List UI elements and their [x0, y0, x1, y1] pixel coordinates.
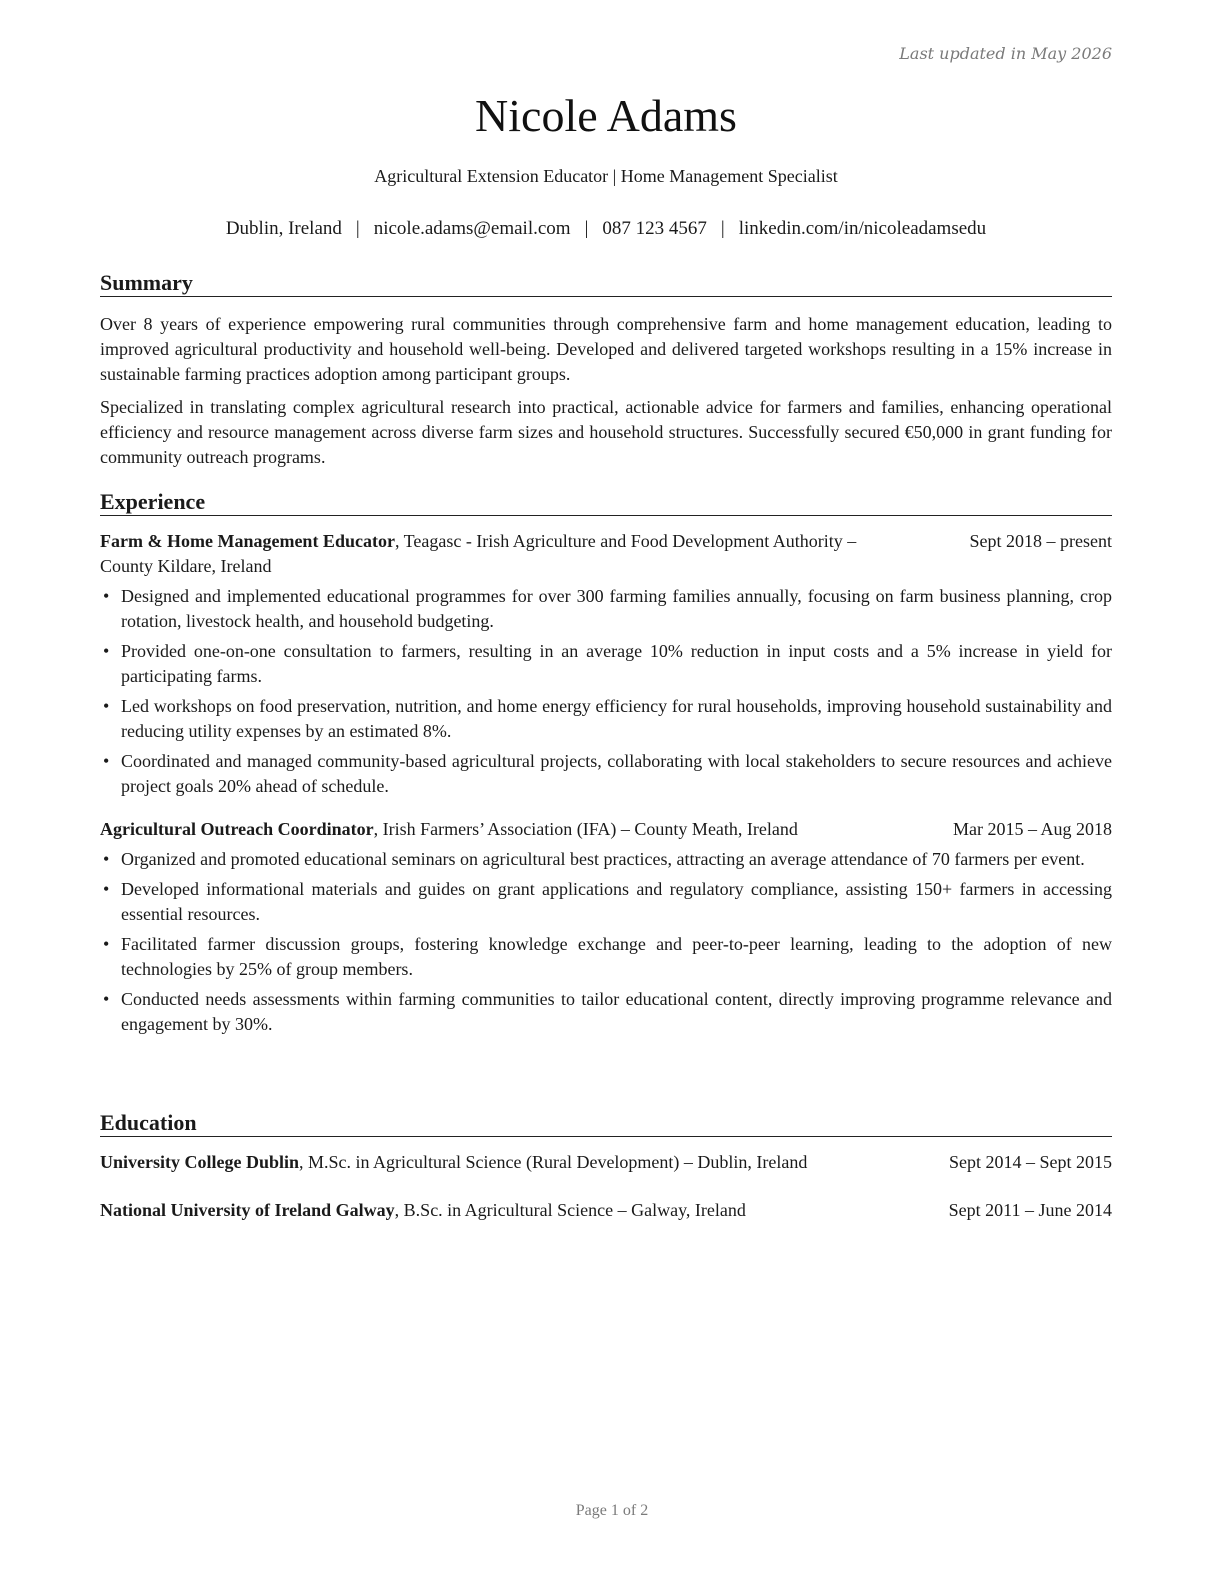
contact-phone: 087 123 4567 [602, 218, 707, 239]
job-bullets [100, 584, 1112, 799]
list-item: • Organized and promoted educational seminars on agricultural best practices, attracting an average attendance of 70 farmers per event. [100, 847, 1112, 872]
last-updated: Last updated in May 2026 [899, 44, 1112, 63]
job-header [100, 529, 1112, 579]
degree-detail: , M.Sc. in Agricultural Science (Rural Development) – Dublin, Ireland [299, 1152, 808, 1173]
school-name: University College Dublin [100, 1152, 300, 1173]
list-item: • Facilitated farmer discussion groups, fostering knowledge exchange and peer-to-peer learning, leading to the adoption of new technologies by 25% of group members. [100, 932, 1112, 982]
resume-page [100, 0, 1112, 1584]
job-dates: Mar 2015 – Aug 2018 [953, 819, 1112, 840]
job-entry [100, 529, 1112, 799]
education-dates: Sept 2011 – June 2014 [948, 1200, 1112, 1221]
education-header [100, 1150, 1112, 1175]
list-item: • Designed and implemented educational programmes for over 300 farming families annually, focusing on farm business planning, crop rotation, livestock health, and household budgeting. [100, 584, 1112, 634]
list-item: • Conducted needs assessments within farming communities to tailor educational content, directly improving programme relevance and engagement by 30%. [100, 987, 1112, 1037]
degree-detail: , B.Sc. in Agricultural Science – Galway, Ireland [394, 1200, 746, 1221]
page-number: Page 1 of 2 [575, 1502, 649, 1519]
contact-separator: | [720, 218, 725, 239]
job-bullets [100, 847, 1112, 1037]
list-item: • Coordinated and managed community-based agricultural projects, collaborating with local stakeholders to secure resources and achieve project goals 20% ahead of schedule. [100, 749, 1112, 799]
contact-separator: | [584, 218, 589, 239]
contact-location: Dublin, Ireland [225, 218, 342, 239]
contact-line [100, 218, 1112, 240]
education-entry [100, 1198, 1112, 1223]
job-dates: Sept 2018 – present [969, 531, 1112, 552]
contact-email[interactable]: nicole.adams@email.com [373, 218, 571, 239]
education-dates: Sept 2014 – Sept 2015 [948, 1152, 1112, 1173]
education-header [100, 1198, 1112, 1223]
list-item: • Led workshops on food preservation, nutrition, and home energy efficiency for rural households, improving household sustainability and reducing utility expenses by an estimated 8%. [100, 694, 1112, 744]
summary-paragraph: Specialized in translating complex agricultural research into practical, actionable advice for farmers and families, enhancing operational efficiency and resource management across diverse farm sizes and household structures. Successfully secured €50,000 in grant funding for community outreach programs. [100, 397, 1112, 468]
education-entry [100, 1150, 1112, 1175]
summary-paragraph: Over 8 years of experience empowering rural communities through comprehensive farm and home management education, leading to improved agricultural productivity and household well-being. Developed and delivered targeted workshops resulting in a 15% increase in sustainable farming practices adoption among participant groups. [100, 314, 1112, 385]
job-header [100, 817, 1112, 842]
job-org: , Teagasc - Irish Agriculture and Food Development Authority – County Kildare, Ireland [100, 531, 857, 577]
job-org: , Irish Farmers’ Association (IFA) – County Meath, Ireland [373, 819, 798, 840]
job-role: Farm & Home Management Educator [100, 531, 395, 552]
section-title: Education [100, 1110, 1112, 1137]
job-entry [100, 817, 1112, 1037]
job-role: Agricultural Outreach Coordinator [100, 819, 374, 840]
section-title: Experience [100, 489, 1112, 516]
summary-section [100, 270, 1112, 470]
school-name: National University of Ireland Galway [100, 1200, 395, 1221]
contact-linkedin[interactable]: linkedin.com/in/nicoleadamsedu [738, 218, 987, 239]
list-item: • Developed informational materials and guides on grant applications and regulatory compliance, assisting 150+ farmers in accessing essential resources. [100, 877, 1112, 927]
contact-separator: | [355, 218, 360, 239]
headline: Agricultural Extension Educator | Home Management Specialist [374, 166, 838, 186]
list-item: • Provided one-on-one consultation to farmers, resulting in an average 10% reduction in input costs and a 5% increase in yield for participating farms. [100, 639, 1112, 689]
candidate-name: Nicole Adams [475, 90, 737, 141]
experience-section [100, 489, 1112, 1042]
education-section [100, 1110, 1112, 1223]
section-title: Summary [100, 270, 1112, 297]
